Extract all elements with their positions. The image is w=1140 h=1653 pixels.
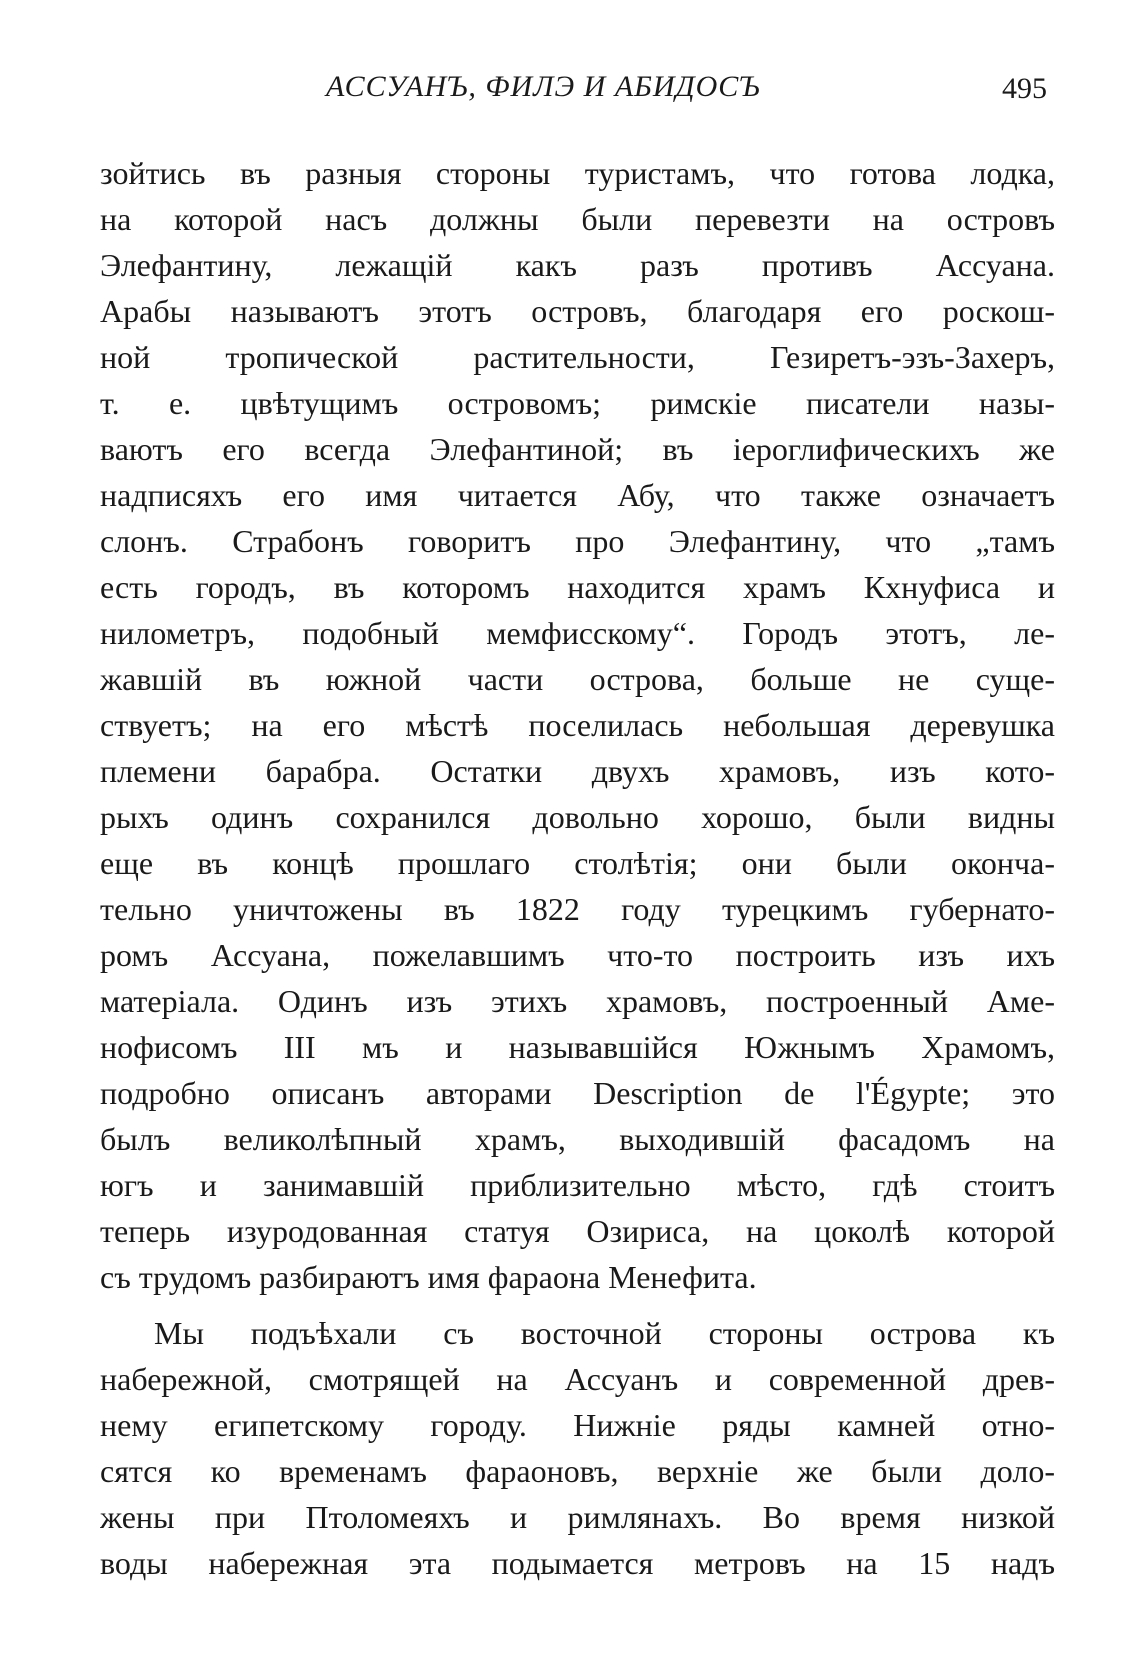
page-number: 495 [1002, 72, 1047, 105]
text-line: Арабы называютъ этотъ островъ, благодаря его роскош- [100, 293, 1055, 329]
text-line: ной тропической растительности, Гезиретъ-эзъ-Захеръ, [100, 339, 1055, 375]
text-line: ваютъ его всегда Элефантиной; въ іероглифическихъ же [100, 431, 1055, 467]
text-line: слонъ. Страбонъ говоритъ про Элефантину, что „тамъ [100, 523, 1055, 559]
text-line: есть городъ, въ которомъ находится храмъ Кхнуфиса и [100, 569, 1055, 605]
text-line: сятся ко временамъ фараоновъ, верхніе же были доло- [100, 1453, 1055, 1489]
text-line: тельно уничтожены въ 1822 году турецкимъ губернато- [100, 891, 1055, 927]
text-line: нофисомъ III мъ и называвшійся Южнымъ Храмомъ, [100, 1029, 1055, 1065]
text-line: надписяхъ его имя читается Абу, что также означаетъ [100, 477, 1055, 513]
body-text [100, 150, 1055, 1586]
text-line: зойтись въ разныя стороны туристамъ, что готова лодка, [100, 155, 1055, 191]
text-line: жавшій въ южной части острова, больше не суще- [100, 661, 1055, 697]
text-line: подробно описанъ авторами Description de l'Égypte; это [100, 1075, 1055, 1111]
text-line: воды набережная эта подымается метровъ на 15 надъ [100, 1545, 1055, 1581]
running-head [0, 70, 1140, 110]
text-line: былъ великолѣпный храмъ, выходившій фасадомъ на [100, 1121, 1055, 1157]
text-line: ствуетъ; на его мѣстѣ поселилась небольшая деревушка [100, 707, 1055, 743]
text-line: теперь изуродованная статуя Озириса, на цоколѣ которой [100, 1213, 1055, 1249]
text-line: ромъ Ассуана, пожелавшимъ что-то построить изъ ихъ [100, 937, 1055, 973]
text-line: матеріала. Одинъ изъ этихъ храмовъ, построенный Аме- [100, 983, 1055, 1019]
text-line: югъ и занимавшій приблизительно мѣсто, гдѣ стоитъ [100, 1167, 1055, 1203]
text-line: Элефантину, лежащій какъ разъ противъ Ассуана. [100, 247, 1055, 283]
text-line: еще въ концѣ прошлаго столѣтія; они были оконча- [100, 845, 1055, 881]
paragraph-first-line: Мы подъѣхали съ восточной стороны острова къ [154, 1315, 1055, 1351]
text-line: на которой насъ должны были перевезти на островъ [100, 201, 1055, 237]
text-line: жены при Птоломеяхъ и римлянахъ. Во время низкой [100, 1499, 1055, 1535]
text-line: рыхъ одинъ сохранился довольно хорошо, были видны [100, 799, 1055, 835]
text-line: нему египетскому городу. Нижніе ряды камней отно- [100, 1407, 1055, 1443]
text-line: т. е. цвѣтущимъ островомъ; римскіе писатели назы- [100, 385, 1055, 421]
running-title: АССУАНЪ, ФИЛЭ И АБИДОСЪ [326, 70, 761, 103]
text-line: нилометръ, подобный мемфисскому“. Городъ этотъ, ле- [100, 615, 1055, 651]
text-line: съ трудомъ разбираютъ имя фараона Менефита. [100, 1259, 757, 1295]
text-line: племени барабра. Остатки двухъ храмовъ, изъ кото- [100, 753, 1055, 789]
text-line: набережной, смотрящей на Ассуанъ и современной древ- [100, 1361, 1055, 1397]
